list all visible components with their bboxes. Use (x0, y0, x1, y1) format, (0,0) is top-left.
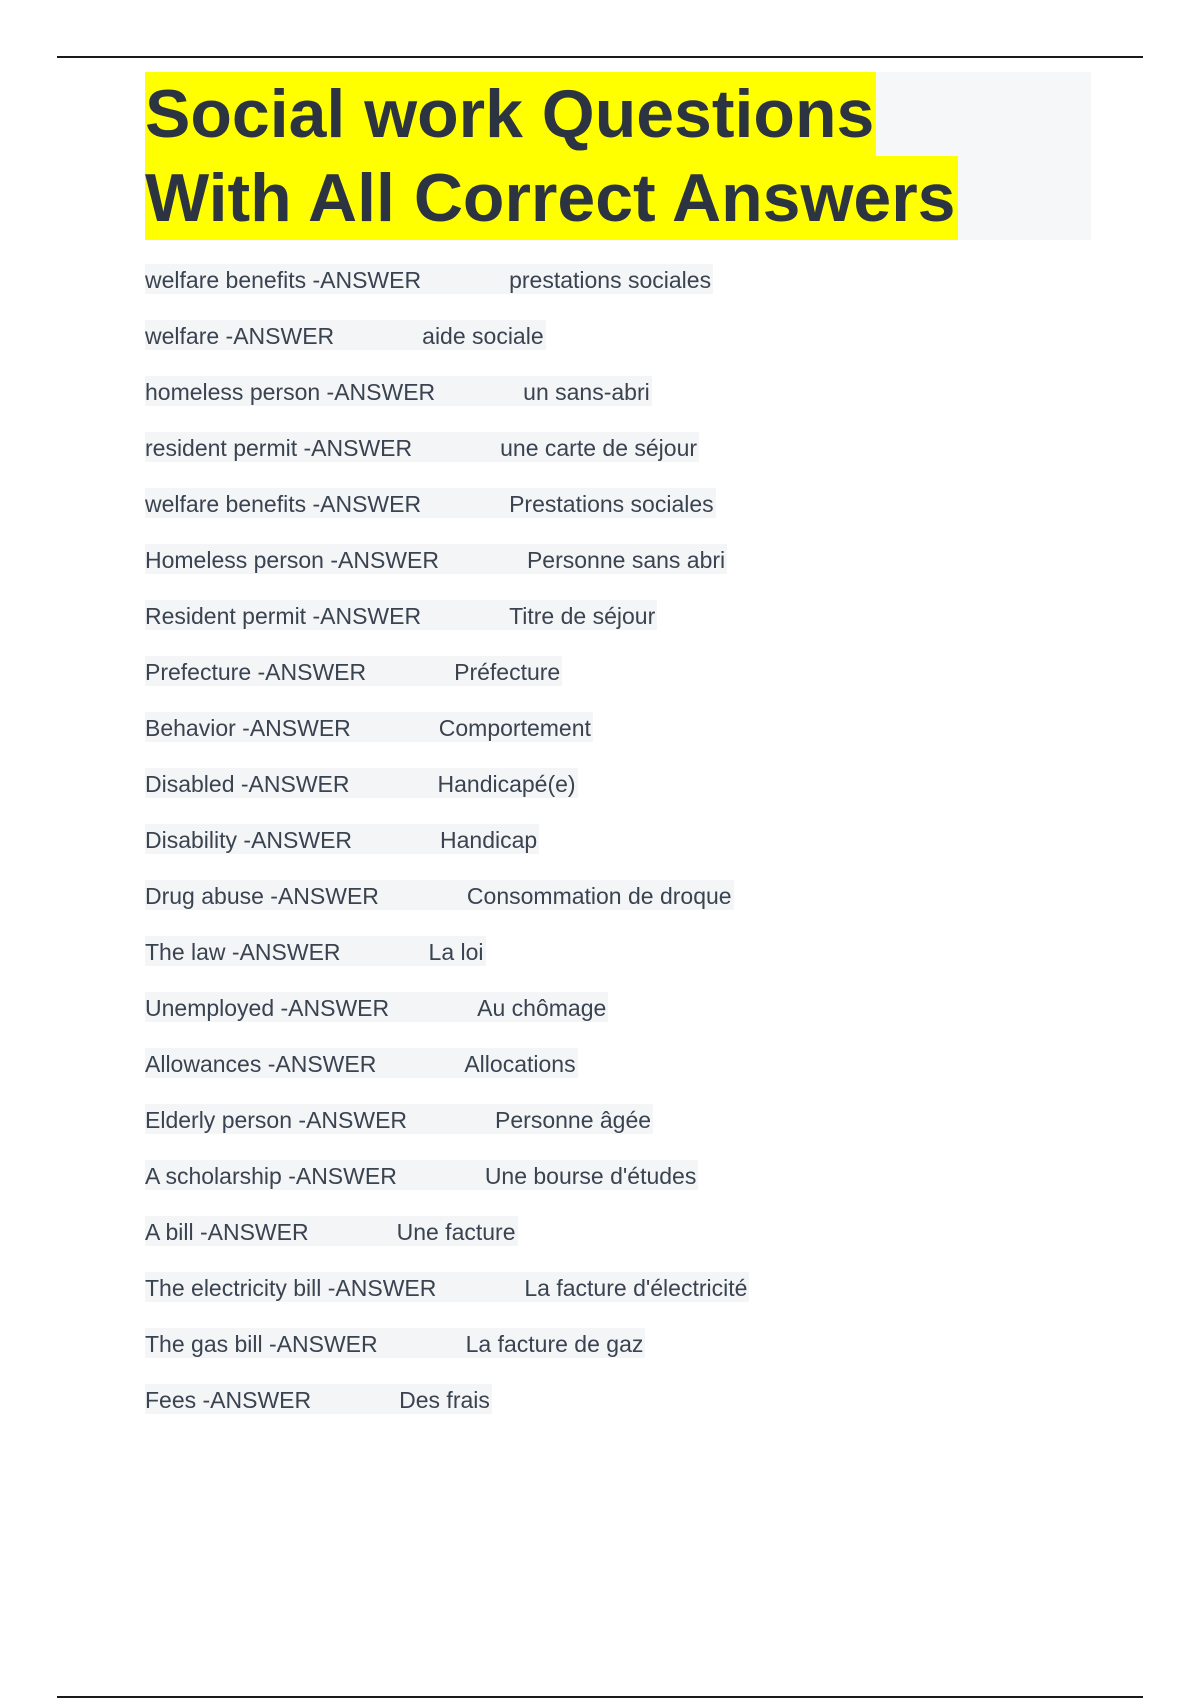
question-text: Resident permit -ANSWER (145, 603, 422, 629)
question-text: Disability -ANSWER (145, 827, 353, 853)
qa-item (145, 710, 1145, 766)
answer-text: Des frais (399, 1387, 490, 1413)
question-text: Allowances -ANSWER (145, 1051, 377, 1077)
qa-item (145, 318, 1145, 374)
document-title-line-1: Social work Questions (145, 72, 876, 156)
qa-item-text (145, 598, 655, 634)
question-text: Elderly person -ANSWER (145, 1107, 408, 1133)
qa-item (145, 598, 1145, 654)
qa-item-text (145, 542, 725, 578)
qa-item-text (145, 766, 576, 802)
question-text: welfare benefits -ANSWER (145, 491, 422, 517)
answer-text: La loi (428, 939, 484, 965)
answer-text: prestations sociales (509, 267, 712, 293)
answer-text: Préfecture (454, 659, 561, 685)
qa-item (145, 374, 1145, 430)
qa-item (145, 1382, 1145, 1438)
answer-text: une carte de séjour (500, 435, 698, 461)
answer-text: Allocations (464, 1051, 576, 1077)
question-text: Prefecture -ANSWER (145, 659, 367, 685)
qa-item (145, 542, 1145, 598)
question-text: Disabled -ANSWER (145, 771, 350, 797)
qa-item-text (145, 1102, 651, 1138)
answer-text: La facture d'électricité (524, 1275, 748, 1301)
qa-item-text (145, 654, 560, 690)
bottom-rule (57, 1696, 1143, 1698)
qa-item (145, 990, 1145, 1046)
qa-item-text (145, 990, 606, 1026)
question-text: Unemployed -ANSWER (145, 995, 390, 1021)
question-text: The gas bill -ANSWER (145, 1331, 378, 1357)
question-text: homeless person -ANSWER (145, 379, 436, 405)
answer-text: Une bourse d'études (484, 1163, 697, 1189)
qa-item-text (145, 710, 591, 746)
qa-item-text (145, 1270, 747, 1306)
answer-text: un sans-abri (523, 379, 650, 405)
qa-item-text (145, 430, 697, 466)
qa-item-text (145, 486, 714, 522)
question-text: welfare benefits -ANSWER (145, 267, 422, 293)
question-text: The law -ANSWER (145, 939, 341, 965)
qa-item (145, 822, 1145, 878)
qa-item-text (145, 374, 650, 410)
question-text: Drug abuse -ANSWER (145, 883, 379, 909)
answer-text: Une facture (396, 1219, 516, 1245)
answer-text: Handicap (440, 827, 538, 853)
question-text: A bill -ANSWER (145, 1219, 309, 1245)
answer-text: Consommation de droque (466, 883, 732, 909)
qa-item (145, 934, 1145, 990)
qa-item (145, 1046, 1145, 1102)
qa-item (145, 486, 1145, 542)
answer-text: Au chômage (477, 995, 607, 1021)
question-text: Fees -ANSWER (145, 1387, 312, 1413)
qa-item (145, 654, 1145, 710)
answer-text: Comportement (438, 715, 591, 741)
answer-text: Personne âgée (495, 1107, 652, 1133)
question-text: Homeless person -ANSWER (145, 547, 439, 573)
qa-item-text (145, 262, 711, 298)
answer-text: Handicapé(e) (437, 771, 576, 797)
question-text: Behavior -ANSWER (145, 715, 351, 741)
top-rule (57, 56, 1143, 58)
qa-item (145, 262, 1145, 318)
answer-text: Titre de séjour (509, 603, 656, 629)
answer-text: Personne sans abri (526, 547, 726, 573)
qa-item-text (145, 878, 732, 914)
qa-item (145, 1270, 1145, 1326)
qa-item (145, 1158, 1145, 1214)
question-text: welfare -ANSWER (145, 323, 335, 349)
answer-text: La facture de gaz (465, 1331, 644, 1357)
document-title-line-2: With All Correct Answers (145, 156, 958, 240)
qa-item (145, 1326, 1145, 1382)
qa-item-text (145, 1326, 643, 1362)
qa-item-text (145, 1158, 696, 1194)
answer-text: Prestations sociales (509, 491, 714, 517)
qa-item-text (145, 1046, 576, 1082)
qa-item (145, 1102, 1145, 1158)
qa-item (145, 766, 1145, 822)
question-text: The electricity bill -ANSWER (145, 1275, 437, 1301)
qa-item-text (145, 934, 484, 970)
qa-item-text (145, 822, 537, 858)
question-text: A scholarship -ANSWER (145, 1163, 397, 1189)
qa-list (145, 262, 1145, 1438)
qa-item-text (145, 318, 544, 354)
qa-item (145, 430, 1145, 486)
answer-text: aide sociale (422, 323, 544, 349)
qa-item (145, 1214, 1145, 1270)
qa-item-text (145, 1214, 516, 1250)
qa-item-text (145, 1382, 490, 1418)
question-text: resident permit -ANSWER (145, 435, 413, 461)
qa-item (145, 878, 1145, 934)
